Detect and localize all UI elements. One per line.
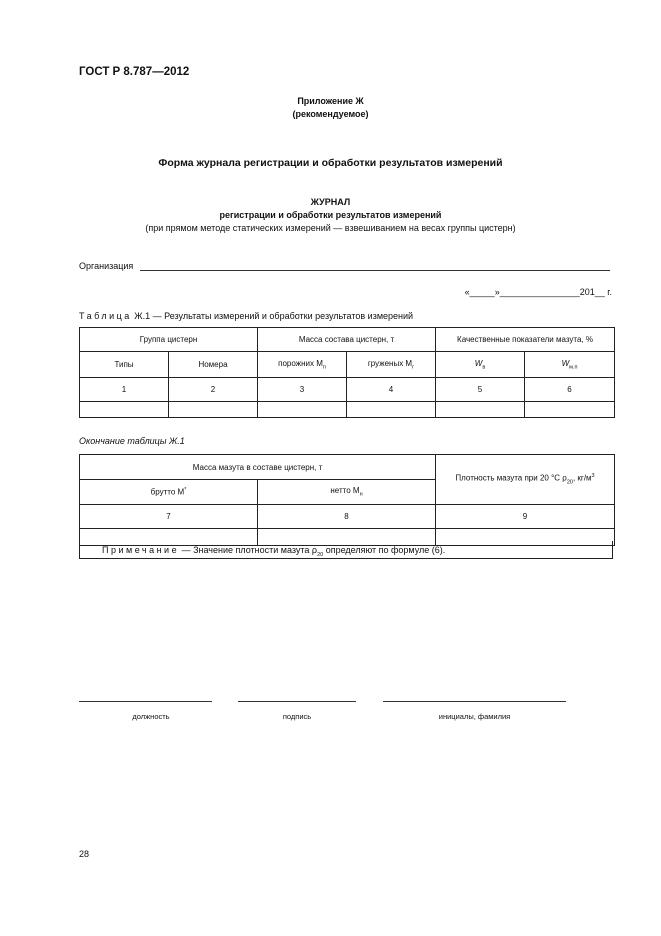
col-empty: порожних $M_п$ [258,352,347,378]
results-table [79,327,615,418]
position-label: должность [132,712,170,721]
fuel-mass-header: Масса мазута в составе цистерн, т [80,455,436,480]
col-impurities: $W_{м.п}$ [525,352,615,378]
journal-method-note: (при прямом методе статических измерений — взвешиванием на весах группы цистерн) [145,223,516,233]
mass-header: Масса состава цистерн, т [258,328,436,352]
col-number: 5 [436,378,525,402]
table-continuation-caption: Окончание таблицы Ж.1 [79,436,185,446]
signature-line [238,701,356,702]
col-numbers: Номера [169,352,258,378]
table-caption-prefix: Таблица [79,311,132,321]
empty-cell [347,402,436,418]
col-types: Типы [80,352,169,378]
table-caption-text: Ж.1 — Результаты измерений и обработки результатов измерений [131,311,414,321]
empty-cell [525,402,615,418]
organization-field-line [140,270,610,271]
col-water: $W_в$ [436,352,525,378]
journal-subtitle: регистрации и обработки результатов измерений [219,210,442,220]
col-number: 8 [258,505,436,529]
col-net: нетто $M_н$ [258,480,436,505]
results-table-continuation [79,454,615,546]
empty-cell [80,402,169,418]
col-number: 1 [80,378,169,402]
col-number: 3 [258,378,347,402]
appendix-title: Приложение Ж [297,96,364,106]
journal-title: ЖУРНАЛ [310,197,351,207]
quality-header: Качественные показатели мазута, % [436,328,615,352]
col-loaded: груженых $M_г$ [347,352,436,378]
group-header: Группа цистерн [80,328,258,352]
page-number: 28 [79,849,90,859]
position-signature-line [79,701,212,702]
form-title: Форма журнала регистрации и обработки результатов измерений [158,157,503,169]
name-label: инициалы, фамилия [438,712,511,721]
note-prefix: Примечание [102,545,180,555]
table-note: Примечание — Значение плотности мазута $\rho_{20}$ определяют по формуле (6). [79,541,613,559]
density-header: Плотность мазута при 20 °С $\rho_{20}$, $кг/м^3$ [436,455,615,505]
table-caption [79,311,413,321]
date-line: «_____»________________201__ г. [464,287,612,297]
signature-label: подпись [282,712,312,721]
col-number: 6 [525,378,615,402]
col-number: 2 [169,378,258,402]
empty-cell [169,402,258,418]
empty-cell [258,402,347,418]
col-number: 9 [436,505,615,529]
appendix-subtitle: (рекомендуемое) [292,109,369,119]
empty-cell [436,402,525,418]
standard-number: ГОСТ Р 8.787—2012 [79,66,190,78]
organization-label: Организация [79,261,134,271]
name-signature-line [383,701,566,702]
col-number: 7 [80,505,258,529]
col-number: 4 [347,378,436,402]
col-gross: брутто M* [80,480,258,505]
